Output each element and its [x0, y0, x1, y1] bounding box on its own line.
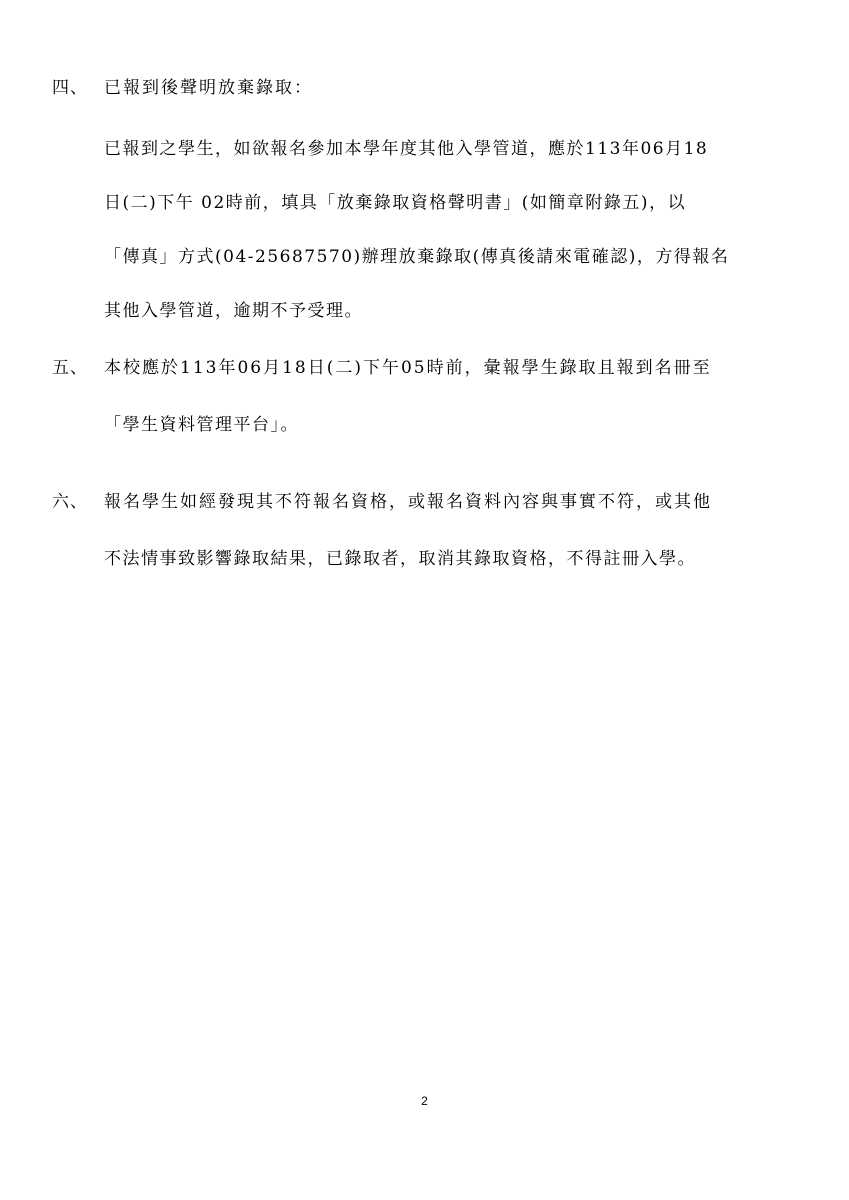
section-4-line-1: 已報到之學生，如欲報名參加本學年度其他入學管道，應於113年06月18	[104, 139, 709, 159]
section-6-number: 六、	[52, 492, 88, 512]
section-5-title: 本校應於113年06月18日(二)下午05時前，彙報學生錄取且報到名冊至	[104, 358, 712, 378]
section-4	[52, 70, 812, 338]
section-6	[52, 484, 812, 586]
section-6-title: 報名學生如經發現其不符報名資格，或報名資料內容與事實不符，或其他	[104, 492, 712, 512]
section-6-line-1: 不法情事致影響錄取結果，已錄取者，取消其錄取資格，不得註冊入學。	[104, 549, 696, 569]
section-6-heading	[52, 484, 812, 520]
section-4-title: 已報到後聲明放棄錄取：	[104, 78, 313, 98]
section-5	[52, 350, 812, 452]
section-4-heading	[52, 70, 812, 106]
section-5-heading	[52, 350, 812, 386]
section-5-number: 五、	[52, 358, 88, 378]
section-4-line-3: 「傳真」方式(04-25687570)辦理放棄錄取(傳真後請來電確認)，方得報名	[104, 247, 730, 267]
page-number: 2	[421, 1094, 428, 1108]
section-4-number: 四、	[52, 78, 88, 98]
section-4-line-4: 其他入學管道，逾期不予受理。	[104, 301, 363, 321]
section-5-body	[52, 398, 812, 452]
section-4-body	[52, 122, 812, 338]
section-5-line-1: 「學生資料管理平台」。	[104, 415, 299, 435]
section-6-body	[52, 532, 812, 586]
section-4-line-2: 日(二)下午 02時前，填具「放棄錄取資格聲明書」(如簡章附錄五)，以	[104, 193, 687, 213]
